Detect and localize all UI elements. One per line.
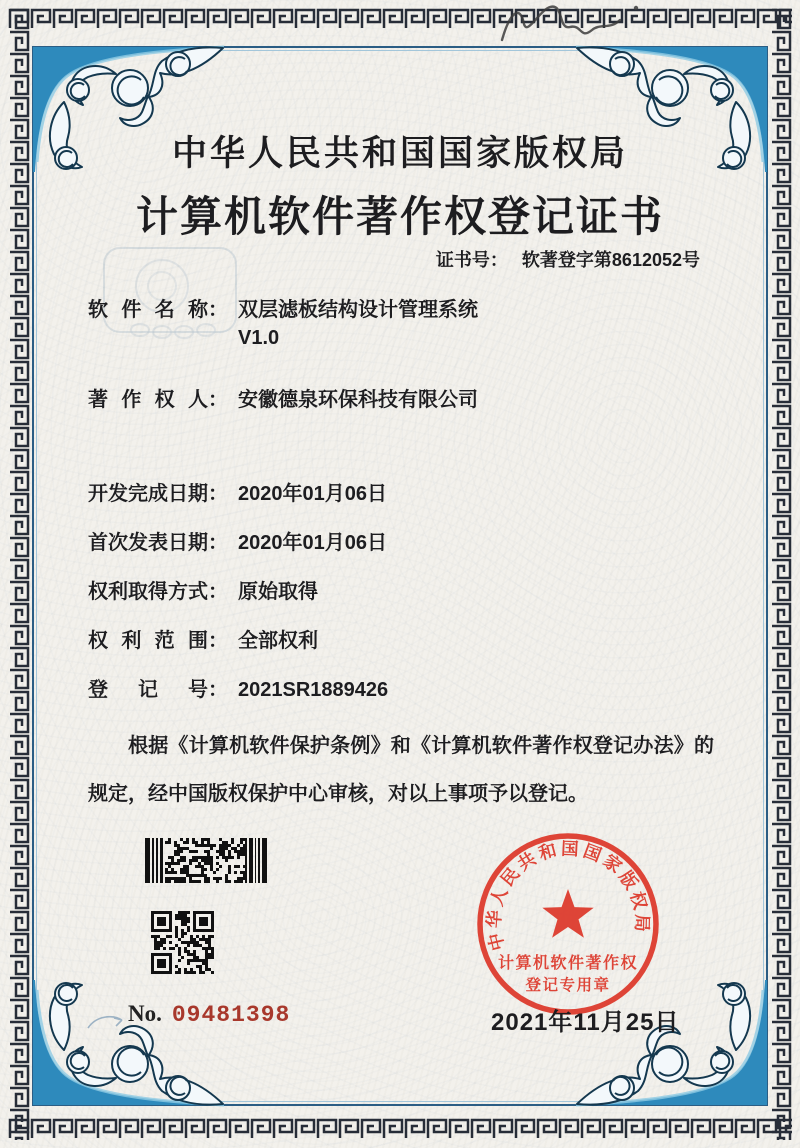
- handwriting-mark: [480, 0, 660, 48]
- field-copyright-owner: 著作权人 ： 安徽德泉环保科技有限公司: [88, 386, 478, 414]
- authority-title: 中华人民共和国国家版权局: [171, 134, 628, 173]
- field-label: 首次发表日期: [88, 532, 208, 554]
- barcode: [145, 838, 267, 883]
- greek-key-border-right: [770, 8, 792, 1140]
- corner-ornament-bottom-left: [30, 976, 226, 1108]
- greek-key-border-top: [8, 8, 792, 30]
- field-label: 权利范围: [88, 630, 208, 652]
- field-rights-scope: 权利范围 ： 全部权利: [88, 627, 478, 655]
- field-label: 软件名称: [88, 299, 208, 321]
- certificate-title: 计算机软件著作权登记证书: [135, 195, 664, 241]
- field-label: 权利取得方式: [88, 581, 208, 603]
- seal-ring-text: 中华人民共和国国家版权局: [483, 838, 653, 953]
- field-software-name: 软件名称 ： 双层滤板结构设计管理系统 V1.0: [88, 296, 478, 352]
- seal-center-line2: 登记专用章: [525, 977, 611, 994]
- serial-number-line: [128, 1000, 290, 1028]
- field-first-publish-date: 首次发表日期 ： 2020年01月06日: [88, 529, 478, 557]
- field-label: 开发完成日期: [88, 483, 208, 505]
- greek-key-border-bottom: [8, 1118, 792, 1140]
- field-list: [88, 296, 478, 725]
- field-value: 原始取得: [238, 581, 318, 603]
- serial-number: 09481398: [171, 1002, 291, 1028]
- qr-code: [151, 911, 214, 974]
- seal-center-line1: 计算机软件著作权: [497, 955, 639, 972]
- issue-date: 2021年11月25日: [491, 1009, 680, 1036]
- greek-key-border-left: [8, 8, 30, 1140]
- certificate-number-label: 证书号：: [435, 250, 508, 270]
- serial-prefix: No.: [128, 1001, 162, 1026]
- field-registration-number: 登记号 ： 2021SR1889426: [88, 676, 478, 704]
- certificate-number-line: [436, 246, 700, 272]
- software-version: V1.0: [238, 327, 280, 349]
- certificate-number-value: 软著登字第8612052号: [521, 250, 700, 270]
- field-value: 安徽德泉环保科技有限公司: [238, 389, 478, 411]
- field-label: 登记号: [88, 679, 208, 701]
- svg-text:中华人民共和国国家版权局: [475, 830, 654, 953]
- field-value: 2020年01月06日: [238, 483, 387, 505]
- field-value: 全部权利: [238, 630, 318, 652]
- field-label: 著作权人: [88, 389, 208, 411]
- field-dev-complete-date: 开发完成日期 ： 2020年01月06日: [88, 480, 478, 508]
- registration-statement: 根据《计算机软件保护条例》和《计算机软件著作权登记办法》的规定，经中国版权保护中心审核，对以上事项予以登记。: [88, 735, 714, 805]
- field-value: 2020年01月06日: [238, 532, 387, 554]
- official-seal: [468, 822, 668, 1022]
- field-rights-acquisition: 权利取得方式 ： 原始取得: [88, 578, 478, 606]
- seal-star: [542, 889, 593, 938]
- field-value: 双层滤板结构设计管理系统 V1.0: [238, 296, 478, 352]
- field-value: 2021SR1889426: [238, 679, 389, 701]
- stray-pen-mark: [86, 1008, 126, 1034]
